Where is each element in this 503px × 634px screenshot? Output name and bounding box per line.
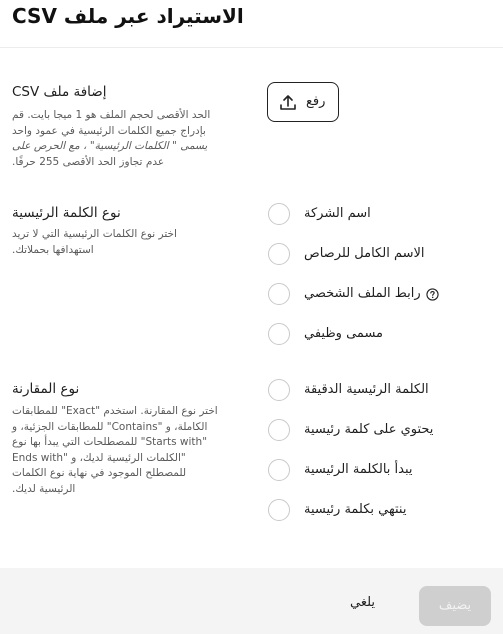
desc-line: الرئيسية لديك. [12, 482, 76, 495]
upload-button-label: رفع [306, 94, 326, 109]
radio-label: مسمى وظيفي [304, 326, 384, 341]
dialog-header [0, 0, 503, 48]
desc-line: اختر نوع المقارنة. استخدم "Exact" للمطابقات [12, 405, 218, 417]
match-type-title: نوع المقارنة [12, 381, 80, 397]
upload-icon [278, 93, 298, 113]
desc-line: يسمى " الكلمات الرئيسية" ، مع الحرص على [12, 140, 208, 152]
match-type-description [12, 404, 222, 497]
radio-label: رابط الملف الشخصي [304, 286, 421, 301]
help-circle-icon[interactable] [426, 288, 439, 301]
desc-line: الكاملة، و "Contains" للمطابقات الجزئية، و [12, 420, 208, 433]
keyword-type-description [12, 227, 222, 258]
desc-line: اختر نوع الكلمات الرئيسية التي لا تريد [12, 228, 177, 240]
keyword-type-title: نوع الكلمة الرئيسية [12, 205, 121, 221]
desc-line: بإدراج جميع الكلمات الرئيسية في عمود واحد [12, 124, 206, 137]
radio-label: الاسم الكامل للرصاص [304, 246, 425, 261]
dialog-footer [0, 568, 503, 634]
upload-button[interactable] [267, 82, 339, 122]
radio-button[interactable] [268, 499, 290, 521]
desc-line: للمصطلح الموجود في نهاية نوع الكلمات [12, 467, 187, 479]
csv-section-description [12, 108, 222, 170]
cancel-button[interactable]: يلغي [350, 595, 376, 610]
desc-line: عدم تجاوز الحد الأقصى 255 حرفًا. [12, 155, 165, 168]
radio-button[interactable] [268, 283, 290, 305]
radio-button[interactable] [268, 419, 290, 441]
radio-button[interactable] [268, 459, 290, 481]
radio-button[interactable] [268, 323, 290, 345]
desc-line: "الكلمات الرئيسية لديك، و "Ends with [12, 451, 186, 464]
radio-label: الكلمة الرئيسية الدقيقة [304, 382, 429, 397]
csv-section-title: إضافة ملف CSV [12, 84, 107, 100]
radio-label: يحتوي على كلمة رئيسية [304, 422, 434, 437]
desc-line: استهدافها بحملاتك. [12, 243, 94, 256]
add-button[interactable]: يضيف [419, 586, 491, 626]
radio-label: يبدأ بالكلمة الرئيسية [304, 462, 413, 477]
desc-line: الحد الأقصى لحجم الملف هو 1 ميجا بايت. قم [12, 109, 211, 121]
radio-button[interactable] [268, 243, 290, 265]
dialog-title: الاستيراد عبر ملف CSV [12, 4, 244, 28]
radio-button[interactable] [268, 379, 290, 401]
desc-line: "Starts with" للمصطلحات التي يبدأ بها نوع [12, 436, 208, 448]
radio-button[interactable] [268, 203, 290, 225]
radio-label: اسم الشركة [304, 206, 371, 221]
radio-label: ينتهي بكلمة رئيسية [304, 502, 407, 517]
